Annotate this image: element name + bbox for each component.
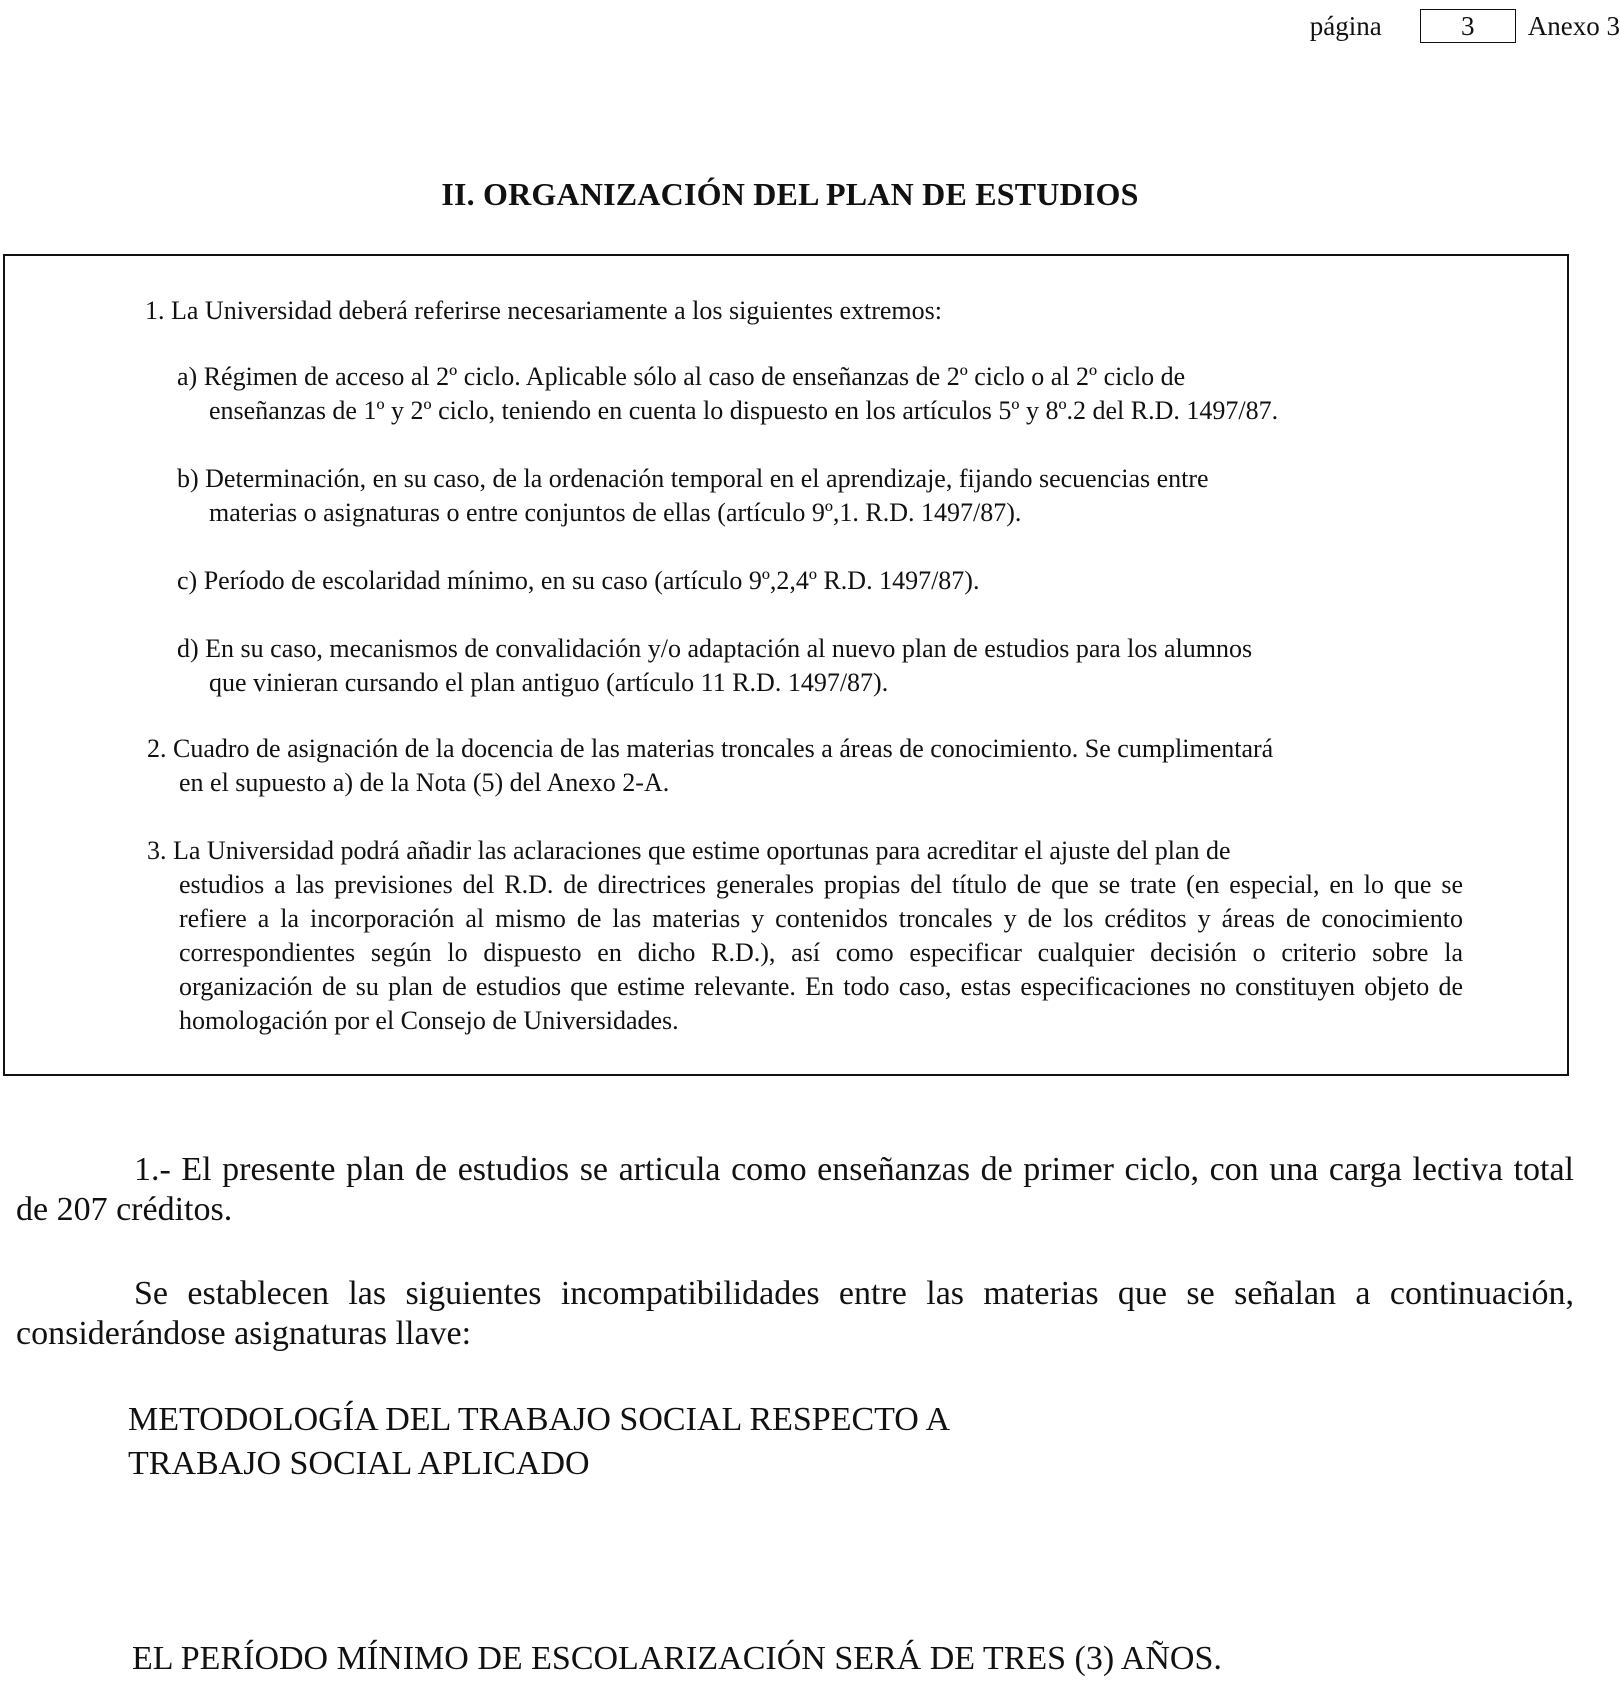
item-a-line1: a) Régimen de acceso al 2º ciclo. Aplicable sólo al caso de enseñanzas de 2º ciclo o al 2º ciclo de <box>177 362 1186 391</box>
page-header <box>1310 6 1620 46</box>
paragraph-credits <box>16 1150 1574 1230</box>
item-c-line1: c) Período de escolaridad mínimo, en su caso (artículo 9º,2,4º R.D. 1497/87). <box>177 566 980 595</box>
annex-label: Anexo 3 <box>1527 10 1620 41</box>
paragraph-incompatibilities-text: Se establecen las siguientes incompatibilidades entre las materias que se señalan a continuación, considerándose asignaturas llave: <box>16 1275 1574 1352</box>
item-d-line2: que vinieran cursando el plan antiguo (artículo 11 R.D. 1497/87). <box>209 668 889 697</box>
item-2-line1: 2. Cuadro de asignación de la docencia de las materias troncales a áreas de conocimiento. Se cumplimentará <box>147 734 1274 763</box>
instruction-item-2 <box>147 732 1463 800</box>
paragraph-incompatibilities <box>16 1274 1574 1354</box>
page-label: página <box>1309 10 1382 41</box>
subject-line-2: TRABAJO SOCIAL APLICADO <box>128 1445 590 1482</box>
paragraph-credits-text: 1.- El presente plan de estudios se articula como enseñanzas de primer ciclo, con una carga lectiva total de 207 créditos. <box>16 1151 1574 1228</box>
item-b-line1: b) Determinación, en su caso, de la ordenación temporal en el aprendizaje, fijando secuencias entre <box>177 464 1209 493</box>
instruction-item-b <box>177 462 1463 530</box>
item-a-line2: enseñanzas de 1º y 2º ciclo, teniendo en cuenta lo dispuesto en los artículos 5º y 8º.2 del R.D. 1497/87. <box>209 396 1279 425</box>
instruction-item-1: 1. La Universidad deberá referirse necesariamente a los siguientes extremos: <box>145 296 942 325</box>
instructions-box <box>3 254 1569 1076</box>
subject-line-1: METODOLOGÍA DEL TRABAJO SOCIAL RESPECTO A <box>128 1401 951 1438</box>
instruction-item-d <box>177 632 1463 700</box>
section-title: II. ORGANIZACIÓN DEL PLAN DE ESTUDIOS <box>441 176 1139 212</box>
instruction-item-a <box>177 360 1463 428</box>
item-2-line2: en el supuesto a) de la Nota (5) del Anexo 2-A. <box>179 768 670 797</box>
key-subjects <box>128 1398 950 1486</box>
item-3-line1: 3. La Universidad podrá añadir las aclaraciones que estime oportunas para acreditar el ajuste del plan de <box>147 836 1231 865</box>
item-3-rest: estudios a las previsiones del R.D. de directrices generales propias del título de que se trate (en especial, en lo que se refiere a la incorporación al mismo de las materias y contenidos troncales y de los créditos y áreas de conocimiento correspondientes según lo dispuesto en dicho R.D.), así como especificar cualquier decisión o criterio sobre la organización de su plan de estudios que estime relevante. En todo caso, estas especificaciones no constituyen objeto de homologación por el Consejo de Universidades. <box>179 870 1463 1035</box>
page-number-box: 3 <box>1420 9 1516 43</box>
instruction-item-c <box>177 564 1463 598</box>
minimum-period-statement: EL PERÍODO MÍNIMO DE ESCOLARIZACIÓN SERÁ DE TRES (3) AÑOS. <box>132 1640 1222 1677</box>
item-d-line1: d) En su caso, mecanismos de convalidación y/o adaptación al nuevo plan de estudios para los alumnos <box>177 634 1253 663</box>
item-b-line2: materias o asignaturas o entre conjuntos de ellas (artículo 9º,1. R.D. 1497/87). <box>209 498 1022 527</box>
instruction-item-3 <box>147 834 1463 1038</box>
